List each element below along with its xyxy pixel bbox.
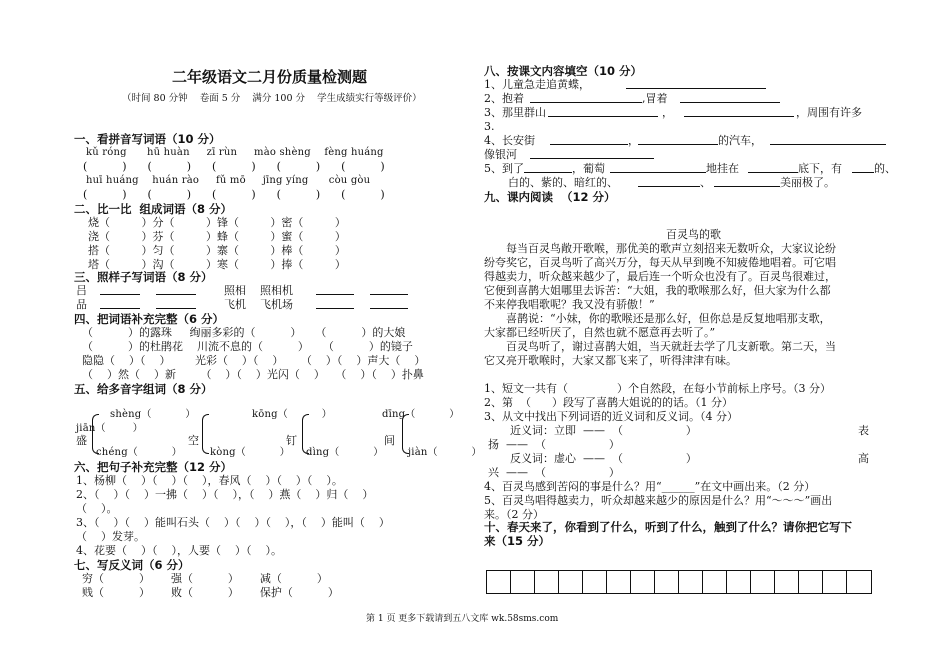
compare-row: 塔（ ）沟（ ）寒（ ）捧（ ） — [88, 258, 346, 271]
fill-row: 隐隐（ ）（ ） 光彩（ ）（ ） （ ）（ ）声大（ ） — [82, 354, 426, 367]
section-1-heading: 一、看拼音写词语（10 分） — [74, 132, 221, 146]
answer-blank[interactable] — [550, 134, 628, 145]
polyphone-c-char: 钉 — [286, 434, 297, 447]
section-10-heading: 十、春天来了，你看到了什么，听到了什么，触到了什么？请你把它写下 — [484, 520, 852, 534]
section-6-heading: 六、把句子补充完整（12 分） — [74, 460, 233, 474]
fill-row: （ ）的杜鹃花 川流不息的（ ） （ ）的镜子 — [82, 340, 413, 353]
fill-row: （ ）然（ ）新 （ ）（ ）光闪（ ） （ ）（ ）扑鼻 — [82, 368, 424, 381]
poem-line-1: 1、儿童急走追黄蝶， — [484, 78, 590, 91]
answer-blank[interactable] — [548, 106, 658, 117]
answer-blank[interactable] — [530, 148, 654, 159]
answer-blank[interactable] — [638, 176, 700, 187]
line-4-cont: 像银河 — [484, 148, 517, 161]
story-line: 它又亮开歌喉时，大家又都飞来了，听得津津有味。 — [484, 354, 737, 367]
line-4-sep: ， — [628, 134, 639, 147]
compare-row: 浇（ ）芬（ ）蜂（ ）蜜（ ） — [88, 230, 346, 243]
example-char-2: 品 — [76, 298, 87, 311]
example-char-1: 吕 — [76, 284, 87, 297]
answer-brackets-1: ( ) ( ) ( ) ( ) ( ) — [83, 160, 385, 173]
polyphone-left: jiān（ ） — [76, 423, 143, 434]
answer-blank[interactable] — [680, 92, 780, 103]
story-line: 喜鹊说：“小妹，你的歌喉还是那么好，但你总是反复地唱那支歌， — [506, 312, 831, 325]
compare-row: 烧（ ）分（ ）锋（ ）密（ ） — [88, 216, 346, 229]
example-words-1: 照相 照相机 — [224, 284, 293, 297]
line-5-grape: ，葡萄 — [572, 162, 605, 175]
polyphone-c-top: dīng（ ） — [382, 409, 460, 420]
polyphone-a-top: shèng（ ） — [110, 409, 196, 420]
answer-brackets-2: ( ) ( ) ( ) ( ) ( ) — [83, 188, 385, 201]
section-8-heading: 八、按课文内容填空（10 分） — [484, 64, 643, 78]
question-3-synonym-word: 表 — [858, 424, 869, 437]
answer-blank[interactable] — [100, 298, 140, 309]
answer-blank[interactable] — [156, 284, 196, 295]
story-line: 纷夸奖它，百灵鸟听了高兴万分，每天从早到晚不知疲倦地唱着。可它唱 — [484, 256, 836, 269]
answer-blank[interactable] — [100, 284, 140, 295]
sentence-line: 2、（ ）（ ）一拂（ ）（ ），（ ）燕（ ）归（ ） — [76, 488, 374, 501]
exam-info: （时间 80 分钟 卷面 5 分 满分 100 分 学生成绩实行等级评价） — [122, 93, 422, 104]
question-3-synonym-cont: 扬 —— （ ） — [488, 438, 620, 451]
polyphone-c-bottom: dìng（ ） — [306, 447, 384, 458]
line-5-under: 底下，有 — [798, 162, 842, 175]
polyphone-b-char: 空 — [188, 434, 199, 447]
question-4: 4、百灵鸟感到苦闷的事是什么？用“______”在文中画出来。（2 分） — [484, 480, 816, 493]
answer-blank[interactable] — [530, 92, 642, 103]
line-5-start: 5、到了 — [484, 162, 524, 175]
antonym-row: 贱（ ） 败（ ） 保护（ ） — [82, 586, 339, 599]
story-line: 不来停我唱歌呢？我又没有骄傲！” — [484, 298, 655, 311]
question-5: 5、百灵鸟唱得越卖力，听众却越来越少的原因是什么？用“～～～”画出 — [484, 494, 833, 507]
question-3-antonym: 反义词：虚心 —— （ ） — [510, 452, 697, 465]
story-line: 得越卖力，听众越来越少了，最后连一个听众也没有了。百灵鸟很难过， — [484, 270, 836, 283]
sentence-line: （ ）发芽。 — [76, 530, 145, 543]
story-line: 大家都已经听厌了，自然也就不愿意再去听了。” — [484, 326, 716, 339]
line-3-start: 3、那里群山 — [484, 106, 546, 119]
line-5-end: 美丽极了。 — [780, 176, 835, 189]
line-5-hang: 地挂在 — [706, 162, 739, 175]
answer-blank[interactable] — [316, 284, 354, 295]
section-9-heading: 九、课内阅读 （12 分） — [484, 190, 616, 204]
question-3: 3、从文中找出下列词语的近义词和反义词。（4 分） — [484, 410, 738, 423]
page-title: 二年级语文二月份质量检测题 — [172, 68, 368, 86]
sentence-line: （ ）。 — [76, 502, 118, 515]
line-2-start: 2、抱着 — [484, 92, 524, 105]
page-footer: 第 1 页 更多下载请到五八文库 wk.58sms.com — [366, 614, 559, 624]
sentence-line: 4、花要（ ）（ ），人要（ ）（ ）。 — [76, 544, 282, 557]
line-3-sep: ， — [662, 106, 673, 119]
section-4-heading: 四、把词语补充完整（6 分） — [74, 312, 225, 326]
answer-blank[interactable] — [852, 162, 874, 173]
answer-blank[interactable] — [626, 78, 766, 89]
line-5-sep: 、 — [700, 176, 711, 189]
story-line: 百灵鸟听了，谢过喜鹊大姐，当天就赶去学了几支新歌。第二天，当 — [506, 340, 836, 353]
line-5-colors: 白的、紫的、暗红的、 — [508, 176, 618, 189]
answer-blank[interactable] — [610, 162, 706, 173]
answer-blank[interactable] — [714, 176, 780, 187]
line-2-mid: ,冒着 — [642, 92, 668, 105]
question-1: 1、短文一共有（ ）个自然段，在每小节前标上序号。（3 分） — [484, 382, 831, 395]
story-title: 百灵鸟的歌 — [666, 228, 721, 241]
line-5-tail: 的、 — [874, 162, 896, 175]
writing-grid[interactable] — [486, 570, 872, 594]
polyphone-b-bottom: kòng（ ） — [210, 447, 290, 458]
compare-row: 搭（ ）匀（ ）寨（ ）棒（ ） — [88, 244, 346, 257]
sentence-line: 3、（ ）（ ）能叫石头（ ）（ ）（ ），（ ）能叫（ ） — [76, 516, 390, 529]
answer-blank[interactable] — [370, 298, 408, 309]
story-line: 每当百灵鸟敞开歌喉，那优美的歌声立刻招来无数听众，大家议论纷 — [506, 242, 836, 255]
section-10-heading-cont: 来（15 分） — [484, 534, 551, 548]
line-4-mid: 的汽车， — [718, 134, 762, 147]
section-7-heading: 七、写反义词（6 分） — [74, 558, 190, 572]
question-3-antonym-cont: 兴 —— （ ） — [488, 466, 620, 479]
question-3-synonym: 近义词：立即 —— （ ） — [510, 424, 697, 437]
question-3-antonym-word: 高 — [858, 452, 869, 465]
fill-row: （ ）的露珠 绚丽多彩的（ ） （ ）的大娘 — [82, 326, 406, 339]
answer-blank[interactable] — [748, 162, 798, 173]
story-line: 它便到喜鹊大姐哪里去诉苦：“大姐，我的歌喉那么好，但大家为什么都 — [484, 284, 831, 297]
example-words-2: 飞机 飞机场 — [224, 298, 293, 311]
question-2: 2、第 （ ）段写了喜鹊大姐说的的话。（1 分） — [484, 396, 733, 409]
pinyin-row-2: huī huáng huán rào fǔ mō jīng yíng còu gòu — [86, 175, 371, 186]
answer-blank[interactable] — [524, 162, 572, 173]
polyphone-a-bottom: chéng（ ） — [96, 447, 182, 458]
polyphone-b-top: kōng（ ） — [252, 409, 332, 420]
section-2-heading: 二、比一比 组成词语（8 分） — [74, 202, 233, 216]
answer-blank[interactable] — [316, 298, 354, 309]
antonym-row: 穷（ ） 强（ ） 减（ ） — [82, 572, 328, 585]
question-5-cont: 来。（2 分） — [484, 508, 544, 521]
polyphone-d-bottom: jiàn（ ） — [408, 447, 482, 458]
line-3-end: ，周围有许多 — [796, 106, 862, 119]
polyphone-d-char: 间 — [384, 434, 395, 447]
answer-blank[interactable] — [370, 284, 408, 295]
answer-blank[interactable] — [638, 134, 718, 145]
polyphone-a-char: 盛 — [76, 434, 87, 447]
pinyin-row-1: kǔ róng hū huàn zī rùn mào shèng fèng huáng — [86, 147, 384, 158]
section-3-heading: 三、照样子写词语（8 分） — [74, 270, 213, 284]
sentence-line: 1、杨柳（ ）（ ）（ ），春风（ ）（ ）（ ）。 — [76, 474, 343, 487]
line-4-start: 4、长安街 — [484, 134, 535, 147]
answer-blank[interactable] — [156, 298, 196, 309]
brace — [202, 414, 209, 454]
answer-blank[interactable] — [684, 106, 794, 117]
section-5-heading: 五、给多音字组词（8 分） — [74, 382, 213, 396]
answer-blank[interactable] — [770, 134, 886, 145]
